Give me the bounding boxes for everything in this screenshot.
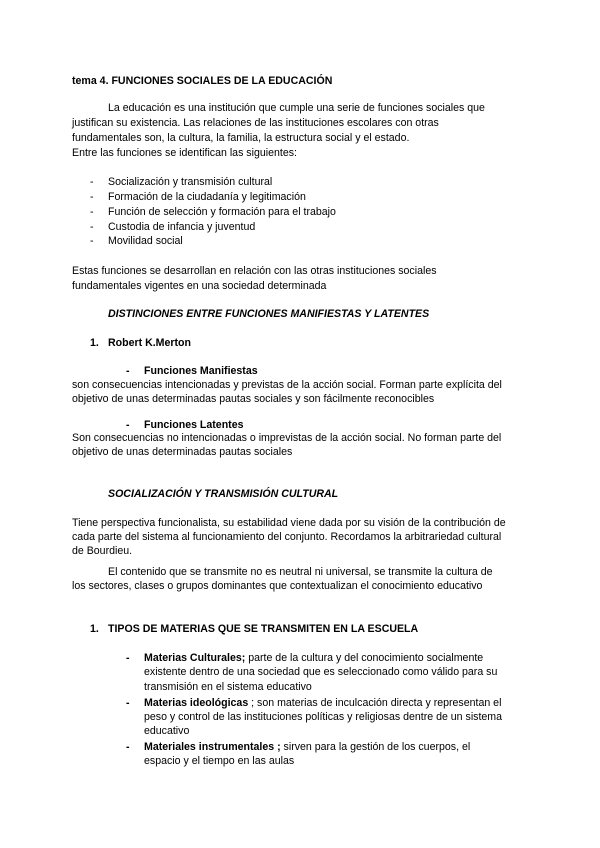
term-materiales-instrumentales: Materiales instrumentales ; [144,741,281,753]
latent-line-1: Son consecuencias no intencionadas o imprevistas de la acción social. No forman parte del [72,432,502,444]
subheading-latent: Funciones Latentes [144,419,244,431]
section-heading-distinctions: DISTINCIONES ENTRE FUNCIONES MANIFIESTAS Y LATENTES [108,308,430,320]
intro-line-4: Entre las funciones se identifican las siguientes: [72,147,297,159]
numbered-marker: 1. [90,337,99,349]
list-item: Custodia de infancia y juventud [108,221,256,233]
summary-line-2: fundamentales vigentes en una sociedad determinada [72,280,327,292]
list-bullet: - [90,191,94,203]
intro-line-2: justifican su existencia. Las relaciones de las instituciones escolares con otras [72,117,439,129]
list-item: Movilidad social [108,235,183,247]
list-item: Función de selección y formación para el trabajo [108,206,336,218]
list-item [144,740,470,755]
item-text: parte de la cultura y del conocimiento socialmente [245,652,484,664]
item-line: espacio y el tiempo en las aulas [144,755,295,767]
summary-line-1: Estas funciones se desarrollan en relación con las otras instituciones sociales [72,265,437,277]
list-bullet: - [126,741,130,753]
list-bullet: - [90,206,94,218]
socializacion-p2-line-2: los sectores, clases o grupos dominantes que contextualizan el conocimiento educativo [72,580,483,592]
intro-line-3: fundamentales son, la cultura, la familia, la estructura social y el estado. [72,132,410,144]
author-name: Robert K.Merton [108,337,191,349]
list-bullet: - [126,652,130,664]
list-item: Formación de la ciudadanía y legitimación [108,191,306,203]
item-line: peso y control de las instituciones políticas y religiosas dentre de un sistema [144,711,503,723]
manifest-line-2: objetivo de unas determinadas pautas sociales y son fácilmente reconocibles [72,393,435,405]
section-heading-socializacion: SOCIALIZACIÓN Y TRANSMISIÓN CULTURAL [108,488,339,500]
list-bullet: - [90,221,94,233]
item-line: existente dentro de una sociedad que es seleccionado como válido para su [144,666,498,678]
list-bullet: - [126,697,130,709]
document-title: tema 4. FUNCIONES SOCIALES DE LA EDUCACIÓN [72,75,333,87]
item-line: educativo [144,725,190,737]
intro-line-1: La educación es una institución que cumple una serie de funciones sociales que [108,102,485,114]
list-bullet: - [90,176,94,188]
section-heading-materias: TIPOS DE MATERIAS QUE SE TRANSMITEN EN LA ESCUELA [108,623,419,635]
list-item: Socialización y transmisión cultural [108,176,273,188]
term-materias-culturales: Materias Culturales; [144,652,246,664]
numbered-marker: 1. [90,623,99,635]
list-item [144,696,501,711]
socializacion-p1-line-2: cada parte del sistema al funcionamiento del conjunto. Recordamos la arbitrariedad cultural [72,531,502,543]
list-item [144,651,483,666]
list-bullet: - [126,419,130,431]
subheading-manifest: Funciones Manifiestas [144,365,258,377]
term-materias-ideologicas: Materias ideológicas [144,697,249,709]
latent-line-2: objetivo de unas determinadas pautas sociales [72,446,293,458]
socializacion-p2-line-1: El contenido que se transmite no es neutral ni universal, se transmite la cultura de [108,566,493,578]
socializacion-p1-line-1: Tiene perspectiva funcionalista, su estabilidad viene dada por su visión de la contribución de [72,517,506,529]
socializacion-p1-line-3: de Bourdieu. [72,545,133,557]
item-text: sirven para la gestión de los cuerpos, el [280,741,471,753]
manifest-line-1: son consecuencias intencionadas y previstas de la acción social. Forman parte explícita del [72,379,502,391]
item-text: ; son materias de inculcación directa y representan el [248,697,502,709]
item-line: transmisión en el sistema educativo [144,681,312,693]
list-bullet: - [90,235,94,247]
list-bullet: - [126,365,130,377]
